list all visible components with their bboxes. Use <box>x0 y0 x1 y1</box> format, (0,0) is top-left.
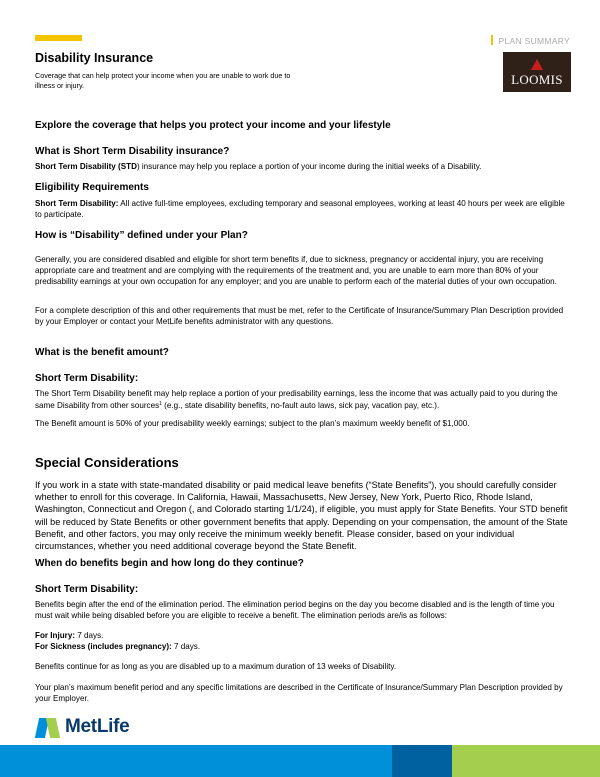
benefit-duration-text: Benefits continue for as long as you are disabled up to a maximum duration of 13 weeks of Disability. <box>35 662 397 671</box>
document-title: Disability Insurance <box>35 51 154 65</box>
triangle-icon <box>531 59 543 70</box>
metlife-green-leaf-icon <box>46 718 60 738</box>
footer-band-blue <box>0 745 392 777</box>
metlife-logo-text: MetLife <box>65 716 130 737</box>
employer-logo-text: LOOMIS <box>511 72 563 87</box>
disability-reference-text: For a complete description of this and other requirements that must be met, refer to the Certificate of Insurance/Summary Plan Description provided by your Employer or contact your MetLife benefits administrator with any questions. <box>35 306 564 326</box>
benefit-subheading: Short Term Disability: <box>35 373 139 384</box>
injury-period: For Injury: 7 days. <box>35 631 104 640</box>
sickness-period: For Sickness (includes pregnancy): 7 days. <box>35 642 201 651</box>
std-heading: What is Short Term Disability insurance? <box>35 146 230 157</box>
eligibility-text: Short Term Disability: All active full-time employees, excluding temporary and seasonal employees, working at least 40 hours per week are eligible to participate. <box>35 199 565 219</box>
footer-band-dark-blue <box>392 745 452 777</box>
benefit-amount-text: The Benefit amount is 50% of your predisability weekly earnings; subject to the plan’s maximum weekly benefit of $1,000. <box>35 419 470 428</box>
std-description: Short Term Disability (STD) insurance may help you replace a portion of your income during the initial weeks of a Disability. <box>35 162 482 171</box>
eligibility-heading: Eligibility Requirements <box>35 182 149 193</box>
timing-subheading: Short Term Disability: <box>35 584 139 595</box>
document-subtitle: Coverage that can help protect your income when you are unable to work due to illness or injury. <box>35 71 291 90</box>
footer-band-green <box>452 745 600 777</box>
disability-definition-text: Generally, you are considered disabled and eligible for short term benefits if, due to sickness, pregnancy or accidental injury, you are receiving appropriate care and treatment and are complying with the requirements of the treatment and, you are unable to earn more than 80% of your predisability earnings at your own occupation for any employer; and you are unable to perform each of the material duties of your own occupation. <box>35 255 557 286</box>
intro-heading: Explore the coverage that helps you protect your income and your lifestyle <box>35 120 391 131</box>
timing-heading: When do benefits begin and how long do they continue? <box>35 558 304 569</box>
plan-summary-label: PLAN SUMMARY <box>491 35 570 46</box>
special-considerations-text: If you work in a state with state-mandated disability or paid medical leave benefits (“State Benefits”), you should carefully consider whether to enroll for this coverage. In California, Hawaii, Massachusetts, New Jersey, New York, Puerto Rico, Rhode Island, Washington, Connecticut and Oregon (, and Colorado starting 1/1/24), if eligible, you must apply for State Benefits. Your STD benefit will be reduced by State Benefits or other government benefits that apply. Depending on your compensation, the amount of the State Benefit, and other factors, you may only receive the minimum weekly benefit. Please consider, based on your individual circumstances, whether you need additional coverage beyond the State Benefit. <box>35 480 568 552</box>
special-considerations-heading: Special Considerations <box>35 455 179 470</box>
elimination-period-text: Benefits begin after the end of the elimination period. The elimination period begins on the day you become disabled and is the length of time you must wait while being disabled before you are eligible to receive a benefit. The elimination periods are/is as follows: <box>35 600 555 620</box>
disability-definition-heading: How is “Disability” defined under your Plan? <box>35 230 248 241</box>
benefit-heading: What is the benefit amount? <box>35 347 169 358</box>
benefit-text: The Short Term Disability benefit may help replace a portion of your predisability earnings, less the income that was actually paid to you during the same Disability from other sources$^1$ (e.g., state disability benefits, no-fault auto laws, sick pay, vacation pay, etc.). <box>35 389 558 410</box>
employer-logo <box>503 52 571 92</box>
header-accent-bar <box>35 35 82 41</box>
max-benefit-period-text: Your plan’s maximum benefit period and any specific limitations are described in the Certificate of Insurance/Summary Plan Description provided by your Employer. <box>35 683 563 703</box>
